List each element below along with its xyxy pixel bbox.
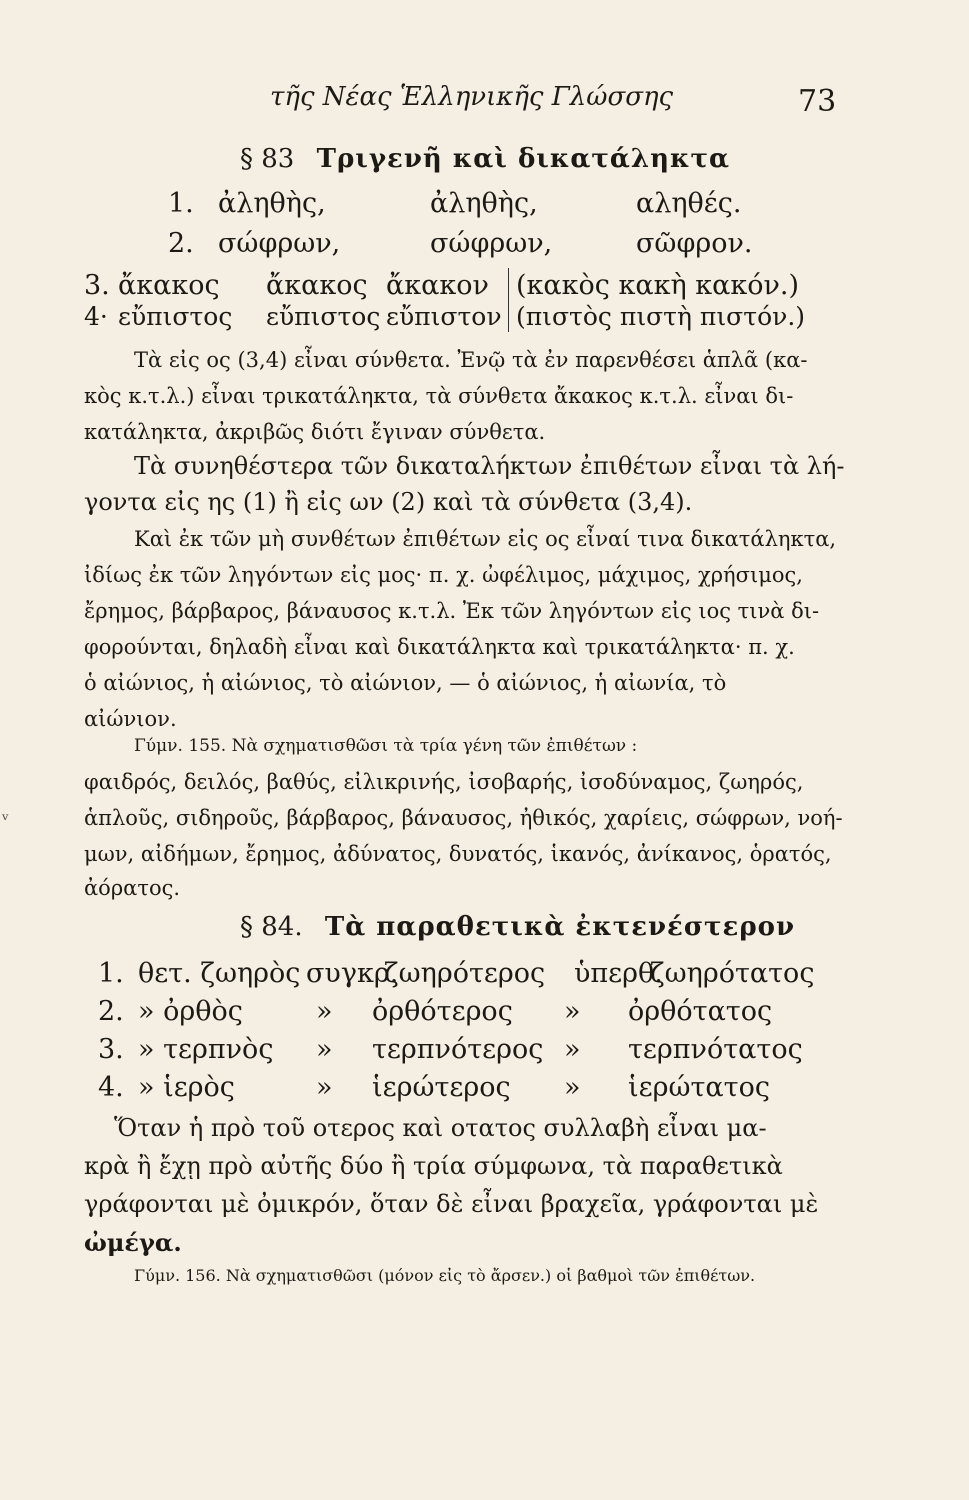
rule-84-line-4: ὠμέγα.: [84, 1228, 182, 1257]
positive-form: » ὀρθὸς: [138, 996, 243, 1027]
rule-line-1: Τὰ συνηθέστερα τῶν δικαταλήκτων ἐπιθέτων εἶναι τὰ λή-: [134, 452, 845, 480]
exercise-155-line-3: μων, αἰδήμων, ἔρημος, ἀδύνατος, δυνατός, ἱκανός, ἀνίκανος, ὁρατός,: [84, 842, 832, 866]
section-title: Τὰ παραθετικὰ ἐκτενέστερον: [324, 912, 795, 942]
comparative-form: ἱερώτερος: [372, 1072, 511, 1103]
row-number: 4.: [98, 1072, 124, 1103]
exercise-155-heading: Γύμν. 155. Νὰ σχηματισθῶσι τὰ τρία γένη τῶν ἐπιθέτων :: [134, 736, 638, 756]
running-title: τῆς Νέας Ἑλληνικῆς Γλώσσης: [270, 82, 674, 112]
masculine-form: σώφρων,: [218, 228, 341, 259]
rule-84-line-2: κρὰ ἢ ἔχῃ πρὸ αὐτῆς δύο ἢ τρία σύμφωνα, τὰ παραθετικὰ: [84, 1152, 783, 1180]
neuter-form: αληθές.: [636, 188, 742, 219]
margin-mark: ᵛ: [2, 810, 9, 831]
comparative-label: συγκρ.: [306, 958, 399, 989]
paradigm-row-2: [168, 228, 753, 259]
comparison-row-1: [98, 958, 815, 989]
detail-line-2: ἰδίως ἐκ τῶν ληγόντων εἰς μος· π. χ. ὠφέλιμος, μάχιμος, χρήσιμος,: [84, 563, 803, 587]
detail-line-4: φορούνται, δηλαδὴ εἶναι καὶ δικατάληκτα καὶ τρικατάληκτα· π. χ.: [84, 635, 795, 659]
row-number: 3.: [98, 1034, 124, 1065]
section-83-heading: [240, 144, 730, 174]
comparison-row-3: [98, 1034, 803, 1065]
detail-line-1: Καὶ ἐκ τῶν μὴ συνθέτων ἐπιθέτων εἰς ος εἶναί τινα δικατάληκτα,: [134, 527, 837, 551]
column-divider: [508, 268, 509, 332]
section-84-heading: [240, 912, 795, 942]
superlative-label: »: [564, 996, 581, 1027]
exercise-155-line-1: φαιδρός, δειλός, βαθύς, εἰλικρινής, ἰσοβαρής, ἰσοδύναμος, ζωηρός,: [84, 770, 804, 794]
section-number: § 83: [240, 144, 295, 174]
superlative-form: ὀρθότατος: [628, 996, 773, 1027]
comparison-row-4: [98, 1072, 770, 1103]
exercise-155-line-2: ἁπλοῦς, σιδηροῦς, βάρβαρος, βάναυσος, ἠθικός, χαρίεις, σώφρων, νοή-: [84, 806, 843, 830]
section-title: Τριγενῆ καὶ δικατάληκτα: [316, 144, 730, 174]
rule-84-line-3: γράφονται μὲ ὀμικρόν, ὅταν δὲ εἶναι βραχεῖα, γράφονται μὲ: [84, 1190, 819, 1218]
page-number: 73: [798, 84, 837, 119]
row-number: 3.: [84, 270, 110, 301]
comparative-label: »: [316, 1072, 333, 1103]
comparison-row-2: [98, 996, 773, 1027]
positive-form: θετ. ζωηρὸς: [138, 958, 301, 989]
note-line-2: κὸς κ.τ.λ.) εἶναι τρικατάληκτα, τὰ σύνθετα ἄκακος κ.τ.λ. εἶναι δι-: [84, 384, 794, 408]
paradigm-row-3: [84, 270, 799, 301]
paradigm-row-4: [84, 302, 806, 331]
positive-form: » τερπνὸς: [138, 1034, 274, 1065]
detail-line-6: αἰώνιον.: [84, 707, 177, 731]
section-number: § 84.: [240, 912, 303, 942]
exercise-156: Γύμν. 156. Νὰ σχηματισθῶσι (μόνον εἰς τὸ ἄρσεν.) οἱ βαθμοὶ τῶν ἐπιθέτων.: [134, 1266, 756, 1285]
note-line-1: Τὰ εἰς ος (3,4) εἶναι σύνθετα. Ἐνῷ τὰ ἐν παρενθέσει ἁπλᾶ (κα-: [134, 348, 808, 372]
row-number: 2.: [98, 996, 124, 1027]
feminine-form: ἀληθὴς,: [430, 188, 538, 219]
simple-forms: (πιστὸς πιστὴ πιστόν.): [516, 302, 806, 331]
superlative-form: ζωηρότατος: [650, 958, 815, 989]
detail-line-3: ἔρημος, βάρβαρος, βάναυσος κ.τ.λ. Ἐκ τῶν ληγόντων εἰς ιος τινὰ δι-: [84, 599, 820, 623]
superlative-form: τερπνότατος: [628, 1034, 803, 1065]
simple-forms: (κακὸς κακὴ κακόν.): [516, 270, 799, 301]
masculine-form: ἀληθὴς,: [218, 188, 326, 219]
row-number: 2.: [168, 228, 194, 259]
comparative-form: τερπνότερος: [372, 1034, 544, 1065]
neuter-form: εὔπιστον: [386, 302, 502, 331]
row-number: 1.: [98, 958, 124, 989]
superlative-label: ὑπερθ.: [574, 958, 663, 989]
superlative-label: »: [564, 1072, 581, 1103]
masculine-form: ἄκακος: [118, 270, 220, 301]
paradigm-row-1: [168, 188, 742, 219]
comparative-form: ὀρθότερος: [372, 996, 513, 1027]
note-line-3: κατάληκτα, ἀκριβῶς διότι ἔγιναν σύνθετα.: [84, 420, 546, 444]
comparative-form: ζωηρότερος: [384, 958, 546, 989]
rule-84-line-1: Ὅταν ἡ πρὸ τοῦ οτερος καὶ οτατος συλλαβὴ εἶναι μα-: [114, 1114, 767, 1142]
positive-form: » ἱερὸς: [138, 1072, 235, 1103]
feminine-form: σώφρων,: [430, 228, 553, 259]
feminine-form: ἄκακος: [266, 270, 368, 301]
exercise-155-line-4: ἀόρατος.: [84, 876, 181, 900]
feminine-form: εὔπιστος: [266, 302, 381, 331]
neuter-form: σῶφρον.: [636, 228, 753, 259]
detail-line-5: ὁ αἰώνιος, ἡ αἰώνιος, τὸ αἰώνιον, — ὁ αἰώνιος, ἡ αἰωνία, τὸ: [84, 671, 727, 695]
rule-line-2: γοντα εἰς ης (1) ἢ εἰς ων (2) καὶ τὰ σύνθετα (3,4).: [84, 488, 693, 516]
row-number: 4·: [84, 302, 108, 331]
superlative-label: »: [564, 1034, 581, 1065]
row-number: 1.: [168, 188, 194, 219]
neuter-form: ἄκακον: [386, 270, 489, 301]
comparative-label: »: [316, 1034, 333, 1065]
masculine-form: εὔπιστος: [118, 302, 233, 331]
superlative-form: ἱερώτατος: [628, 1072, 770, 1103]
comparative-label: »: [316, 996, 333, 1027]
